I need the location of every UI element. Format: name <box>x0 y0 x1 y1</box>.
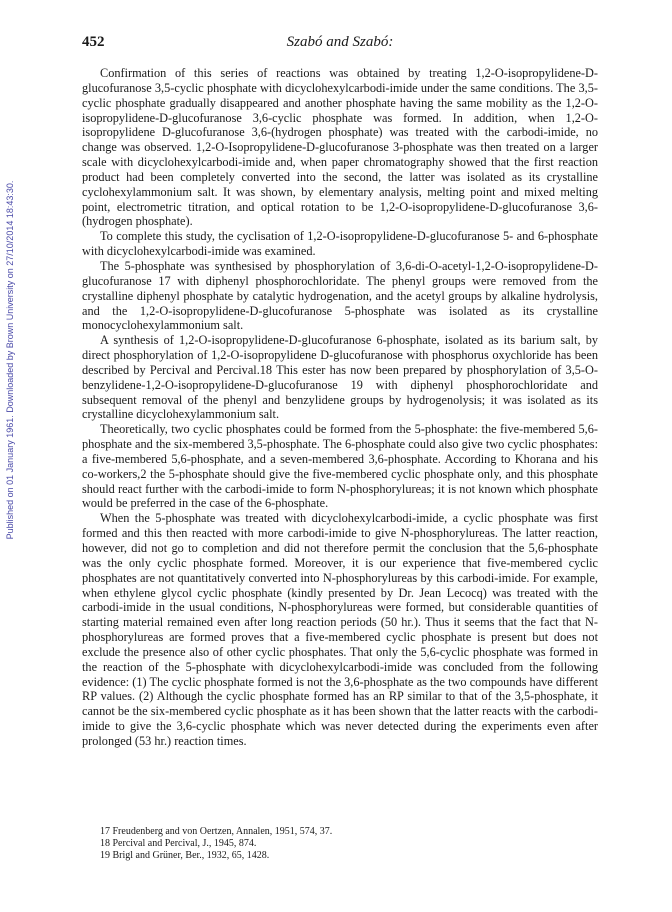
footnote: 19 Brigl and Grüner, Ber., 1932, 65, 1428. <box>100 850 270 861</box>
running-head: Szabó and Szabó: <box>286 34 394 50</box>
download-notice-text: Published on 01 January 1961. Downloaded by Brown University on 27/10/2014 18:43:30. <box>5 180 15 540</box>
body-text <box>82 66 598 749</box>
footnote: 18 Percival and Percival, J., 1945, 874. <box>100 838 257 849</box>
paragraph: The 5-phosphate was synthesised by phosphorylation of 3,6-di-O-acetyl-1,2-O-isopropylidene-D-glucofuranose 17 with diphenyl phosphorochloridate. The phenyl groups were removed from the crystalline diphenyl phosphate by catalytic hydrogenation, and the acetyl groups by alkaline hydrolysis, and the 1,2-O-isopropylidene-D-glucofuranose 5-phosphate was isolated as its crystalline monocyclohexylammonium salt. <box>82 258 598 333</box>
download-notice-sidebar <box>2 160 18 560</box>
paragraph: When the 5-phosphate was treated with dicyclohexylcarbodi-imide, a cyclic phosphate was first formed and this then reacted with more carbodi-imide to give N-phosphorylureas. The latter reaction, however, did not go to completion and did not therefore permit the conclusion that the 5,6-phosphate was the only cyclic phosphate formed. Moreover, it is our experience that five-membered cyclic phosphates are not quantitatively converted into N-phosphorylureas by this carbodi-imide. For example, when ethylene glycol cyclic phosphate (kindly presented by Dr. Jean Lecocq) was treated with the carbodi-imide in the usual conditions, N-phosphorylureas were formed, but considerable quantities of starting material remained even after long reaction periods (50 hr.). Thus it seems that the fact that N-phosphorylureas are formed proves that a five-membered cyclic phosphate is present but does not exclude the presence also of other cyclic phosphates. That only the 5,6-cyclic phosphate was formed in the reaction of the 5-phosphate with dicyclohexylcarbodi-imide was concluded from the following evidence: (1) The cyclic phosphate formed is not the 3,6-phosphate as the two compounds have different RP values. (2) Although the cyclic phosphate formed has an RP similar to that of the 3,5-phosphate, it cannot be the six-membered cyclic phosphate as it has been shown that the latter reacts with the carbodi-imide to give the 3,6-cyclic phosphate which was never detected during the experiments even after prolonged (53 hr.) reaction times. <box>82 511 598 748</box>
footnote: 17 Freudenberg and von Oertzen, Annalen, 1951, 574, 37. <box>100 826 333 837</box>
page-number: 452 <box>82 34 105 50</box>
page-header <box>82 34 598 54</box>
paragraph: To complete this study, the cyclisation of 1,2-O-isopropylidene-D-glucofuranose 5- and 6-phosphate with dicyclohexylcarbodi-imide was examined. <box>82 229 598 259</box>
paragraph: A synthesis of 1,2-O-isopropylidene-D-glucofuranose 6-phosphate, isolated as its barium salt, by direct phosphorylation of 1,2-O-isopropylidene D-glucofuranose with phosphorus oxychloride has been described by Percival and Percival.18 This ester has now been prepared by phosphorylation of 3,5-O-benzylidene-1,2-O-isopropylidene-D-glucofuranose 19 with diphenyl phosphorochloridate and subsequent removal of the phenyl and benzylidene groups by hydrogenolysis; it was isolated as its crystalline dicyclohexylammonium salt. <box>82 333 598 422</box>
paragraph: Confirmation of this series of reactions was obtained by treating 1,2-O-isopropylidene-D-glucofuranose 3,5-cyclic phosphate with dicyclohexylcarbodi-imide under the same conditions. The 3,5-cyclic phosphate gradually disappeared and another phosphate having the same mobility as the 1,2-O-isopropylidene-D-glucofuranose 3,6-cyclic phosphate was formed. In addition, when 1,2-O-isopropylidene D-glucofuranose 3,6-(hydrogen phosphate) was treated with the carbodi-imide, no change was observed. 1,2-O-Isopropylidene-D-glucofuranose 3-phosphate was then treated on a larger scale with dicyclohexylcarbodi-imide and, when paper chromatography showed that the first reaction product had been completely converted into the second, the latter was isolated as its crystalline cyclohexylammonium salt. It was shown, by elementary analysis, melting point and mixed melting point, electrometric titration, and optical rotation to be 1,2-O-isopropylidene-D-glucofuranose 3,6-(hydrogen phosphate). <box>82 66 598 229</box>
paragraph: Theoretically, two cyclic phosphates could be formed from the 5-phosphate: the five-membered 5,6-phosphate and the six-membered 3,5-phosphate. The 6-phosphate could also give two cyclic phosphates: a five-membered 5,6-phosphate, and a seven-membered 3,6-phosphate. According to Khorana and his co-workers,2 the 5-phosphate should give the five-membered cyclic phosphate only, and this phosphate should react further with the carbodi-imide to form N-phosphorylureas; it is not known which phosphate would be preferred in the case of the 6-phosphate. <box>82 422 598 511</box>
footnotes <box>82 826 598 862</box>
